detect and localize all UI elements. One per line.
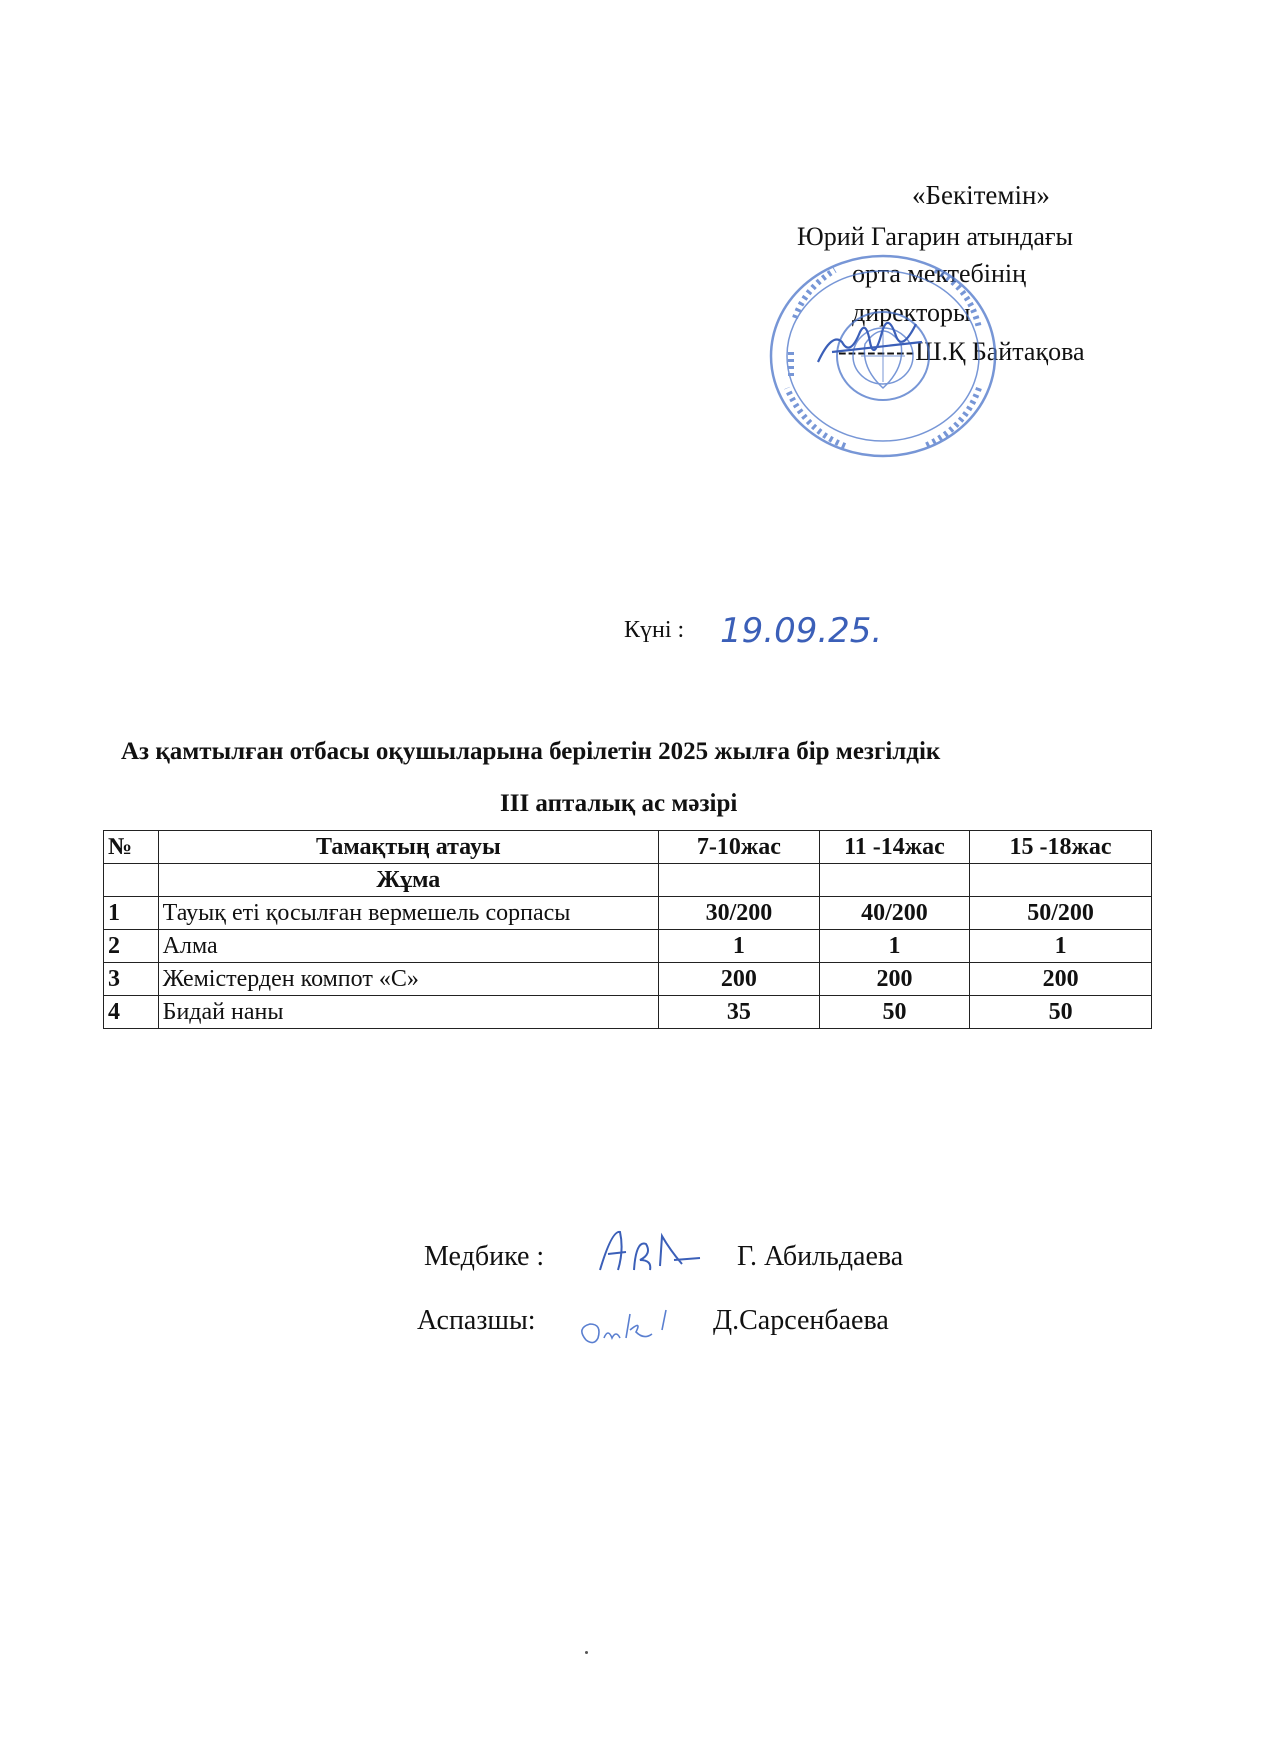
director-signature-icon <box>812 302 932 382</box>
nurse-name: Г. Абильдаева <box>737 1241 904 1272</box>
portion-11-14: 200 <box>819 963 969 996</box>
portion-7-10: 200 <box>659 963 820 996</box>
dish-name: Жемістерден компот «С» <box>158 963 658 996</box>
row-number: 3 <box>104 963 159 996</box>
portion-15-18: 200 <box>970 963 1152 996</box>
date-value: 19.09.25. <box>720 611 883 651</box>
header-number: № <box>104 831 159 864</box>
dish-name: Тауық еті қосылған вермешель сорпасы <box>158 897 658 930</box>
header-age-15-18: 15 -18жас <box>970 831 1152 864</box>
portion-7-10: 1 <box>659 930 820 963</box>
header-age-11-14: 11 -14жас <box>819 831 969 864</box>
document-title: Аз қамтылған отбасы оқушыларына берілетін 2025 жылға бір мезгілдік <box>121 738 941 765</box>
cook-label: Аспазшы: <box>417 1305 536 1336</box>
row-number: 4 <box>104 996 159 1029</box>
date-label: Күні : <box>624 617 685 643</box>
cook-signature-icon <box>572 1300 692 1360</box>
portion-7-10: 30/200 <box>659 897 820 930</box>
cook-name: Д.Сарсенбаева <box>713 1305 889 1336</box>
table-row <box>104 897 1152 930</box>
document-subtitle: III апталық ас мәзірі <box>500 790 738 817</box>
portion-11-14: 50 <box>819 996 969 1029</box>
table-row <box>104 963 1152 996</box>
nurse-signature-icon <box>590 1220 710 1280</box>
approval-school-line-2: орта мектебінің <box>852 259 1027 288</box>
portion-11-14: 1 <box>819 930 969 963</box>
table-row <box>104 930 1152 963</box>
table-header-row <box>104 831 1152 864</box>
portion-15-18: 50 <box>970 996 1152 1029</box>
day-label: Жұма <box>158 864 658 897</box>
portion-15-18: 1 <box>970 930 1152 963</box>
row-number: 1 <box>104 897 159 930</box>
header-dish-name: Тамақтың атауы <box>158 831 658 864</box>
nurse-label: Медбике : <box>424 1241 545 1272</box>
portion-15-18: 50/200 <box>970 897 1152 930</box>
signature-dashes: -------- <box>838 337 916 366</box>
menu-table <box>103 830 1152 1029</box>
row-number: 2 <box>104 930 159 963</box>
approval-school-line: Юрий Гагарин атындағы <box>797 222 1074 251</box>
table-day-row <box>104 864 1152 897</box>
dish-name: Алма <box>158 930 658 963</box>
date-handwritten <box>718 602 918 658</box>
scan-speck <box>585 1651 588 1654</box>
approval-position: директоры <box>852 298 971 327</box>
approval-title: «Бекітемін» <box>912 180 1050 210</box>
director-name: Ш.Қ Байтақова <box>915 337 1085 366</box>
header-age-7-10: 7-10жас <box>659 831 820 864</box>
table-row <box>104 996 1152 1029</box>
dish-name: Бидай наны <box>158 996 658 1029</box>
portion-7-10: 35 <box>659 996 820 1029</box>
portion-11-14: 40/200 <box>819 897 969 930</box>
